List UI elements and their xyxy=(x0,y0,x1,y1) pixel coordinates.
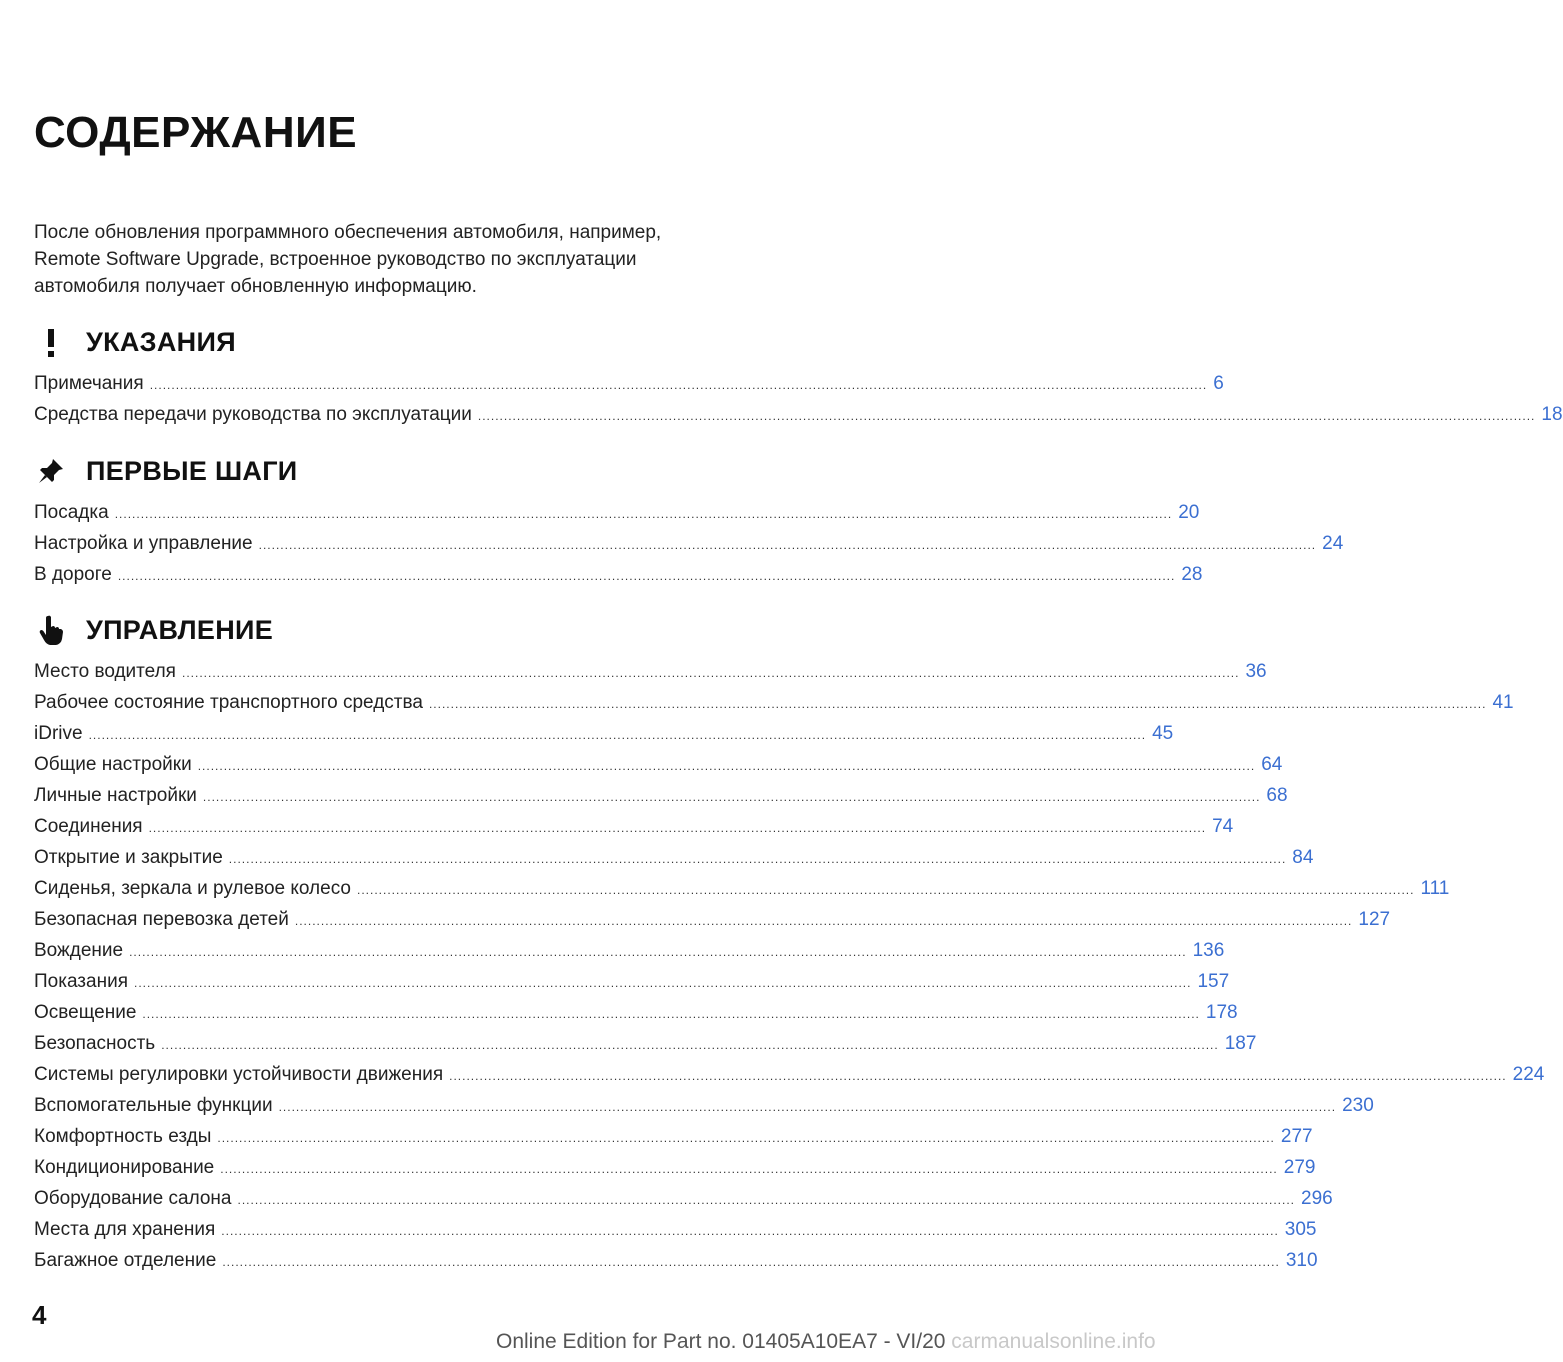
toc-entry[interactable] xyxy=(34,780,1288,811)
toc-entry-label: Комфортность езды xyxy=(34,1126,212,1147)
dot-leader xyxy=(149,813,1207,844)
toc-page-link[interactable]: 18 xyxy=(1541,404,1563,425)
toc-entry-label: Средства передачи руководства по эксплуатации xyxy=(34,404,472,425)
page-title: СОДЕРЖАНИЕ xyxy=(34,108,358,157)
dot-leader xyxy=(118,561,1176,592)
toc-entry-label: Открытие и закрытие xyxy=(34,847,223,868)
dot-leader xyxy=(198,751,1256,782)
exclamation-icon xyxy=(34,325,68,359)
toc-page-link[interactable]: 74 xyxy=(1212,816,1234,837)
toc-entry[interactable] xyxy=(34,1028,1257,1059)
toc-page-link[interactable]: 224 xyxy=(1512,1064,1545,1085)
toc-page-link[interactable]: 64 xyxy=(1261,754,1283,775)
toc-entry[interactable] xyxy=(34,935,1225,966)
toc-page-link[interactable]: 36 xyxy=(1245,661,1267,682)
toc-page-link[interactable]: 178 xyxy=(1205,1002,1238,1023)
section-notes xyxy=(34,318,1563,430)
section-title: УКАЗАНИЯ xyxy=(86,326,236,357)
toc-entry-label: Рабочее состояние транспортного средства xyxy=(34,692,423,713)
toc-entry[interactable] xyxy=(34,1214,1317,1245)
dot-leader xyxy=(89,720,1147,751)
toc-entry[interactable] xyxy=(34,749,1283,780)
toc-entry[interactable] xyxy=(34,368,1224,399)
toc-entry-label: В дороге xyxy=(34,564,112,585)
toc-page-link[interactable]: 127 xyxy=(1358,909,1391,930)
toc-entry-label: Соединения xyxy=(34,816,143,837)
toc-entry[interactable] xyxy=(34,1183,1333,1214)
dot-leader xyxy=(229,844,1287,875)
section-controls xyxy=(34,606,1545,1276)
dot-leader xyxy=(142,999,1200,1030)
toc-entry-label: Кондиционирование xyxy=(34,1157,215,1178)
dot-leader xyxy=(217,1123,1275,1154)
toc-page-link[interactable]: 136 xyxy=(1192,940,1225,961)
toc-entry-label: Посадка xyxy=(34,502,109,523)
dot-leader xyxy=(295,906,1353,937)
dot-leader xyxy=(238,1185,1296,1216)
section-title: ПЕРВЫЕ ШАГИ xyxy=(86,455,298,486)
dot-leader xyxy=(449,1061,1507,1092)
toc-page-link[interactable]: 20 xyxy=(1178,502,1200,523)
watermark: carmanualsonline.info xyxy=(951,1330,1156,1353)
toc-page-link[interactable]: 157 xyxy=(1197,971,1230,992)
toc-list xyxy=(34,656,1545,1276)
toc-page-link[interactable]: 41 xyxy=(1492,692,1514,713)
dot-leader xyxy=(222,1247,1280,1278)
dot-leader xyxy=(182,658,1240,689)
intro-paragraph: После обновления программного обеспечения автомобиля, например, Remote Software Upgrade, встроенное руководство по эксплуатации автомобиля получает обновленную информацию. xyxy=(34,222,662,297)
toc-entry[interactable] xyxy=(34,1090,1374,1121)
toc-entry[interactable] xyxy=(34,656,1267,687)
toc-entry-label: Безопасная перевозка детей xyxy=(34,909,289,930)
section-header xyxy=(34,318,688,366)
dot-leader xyxy=(429,689,1487,720)
pointing-hand-icon xyxy=(34,613,68,647)
toc-page-link[interactable]: 28 xyxy=(1181,564,1203,585)
toc-entry-label: Оборудование салона xyxy=(34,1188,232,1209)
toc-entry[interactable] xyxy=(34,399,1563,430)
toc-entry-label: Безопасность xyxy=(34,1033,156,1054)
dot-leader xyxy=(478,401,1536,432)
dot-leader xyxy=(203,782,1261,813)
toc-entry-label: Показания xyxy=(34,971,128,992)
toc-list xyxy=(34,368,1563,430)
pin-icon xyxy=(34,454,68,488)
toc-page-link[interactable]: 187 xyxy=(1224,1033,1257,1054)
toc-page-link[interactable]: 296 xyxy=(1301,1188,1333,1209)
toc-entry[interactable] xyxy=(34,904,1391,935)
toc-entry-label: Места для хранения xyxy=(34,1219,216,1240)
toc-entry-label: Вождение xyxy=(34,940,124,961)
dot-leader xyxy=(279,1092,1337,1123)
dot-leader xyxy=(129,937,1187,968)
toc-page-link[interactable]: 230 xyxy=(1342,1095,1374,1116)
toc-entry[interactable] xyxy=(34,497,1200,528)
toc-entry[interactable] xyxy=(34,1059,1545,1090)
dot-leader xyxy=(259,530,1317,561)
toc-entry-label: Общие настройки xyxy=(34,754,192,775)
toc-page-link[interactable]: 305 xyxy=(1284,1219,1317,1240)
toc-entry[interactable] xyxy=(34,873,1450,904)
toc-entry-label: Системы регулировки устойчивости движения xyxy=(34,1064,444,1085)
toc-entry-label: Сиденья, зеркала и рулевое колесо xyxy=(34,878,351,899)
edition-note: Online Edition for Part no. 01405A10EA7 - VI/20 xyxy=(496,1330,946,1353)
toc-page-link[interactable]: 68 xyxy=(1266,785,1288,806)
dot-leader xyxy=(220,1154,1278,1185)
toc-page-link[interactable]: 84 xyxy=(1292,847,1314,868)
toc-entry-label: Багажное отделение xyxy=(34,1250,217,1271)
toc-entry[interactable] xyxy=(34,528,1344,559)
dot-leader xyxy=(134,968,1192,999)
toc-entry-label: iDrive xyxy=(34,723,83,744)
toc-page-link[interactable]: 310 xyxy=(1285,1250,1318,1271)
toc-entry-label: Примечания xyxy=(34,373,144,394)
toc-entry-label: Место водителя xyxy=(34,661,176,682)
section-title: УПРАВЛЕНИЕ xyxy=(86,614,274,645)
section-header xyxy=(34,447,688,495)
toc-page-link[interactable]: 6 xyxy=(1213,373,1224,394)
page-number: 4 xyxy=(32,1300,47,1330)
dot-leader xyxy=(115,499,1173,530)
toc-entry-label: Настройка и управление xyxy=(34,533,253,554)
dot-leader xyxy=(357,875,1415,906)
footer xyxy=(496,1330,1156,1354)
toc-page-link[interactable]: 279 xyxy=(1283,1157,1316,1178)
toc-entry[interactable] xyxy=(34,718,1174,749)
toc-entry[interactable] xyxy=(34,997,1238,1028)
toc-entry[interactable] xyxy=(34,1152,1316,1183)
toc-entry[interactable] xyxy=(34,687,1514,718)
toc-entry[interactable] xyxy=(34,842,1314,873)
toc-page-link[interactable]: 24 xyxy=(1322,533,1344,554)
toc-list xyxy=(34,497,1344,590)
toc-entry-label: Освещение xyxy=(34,1002,137,1023)
section-first-steps xyxy=(34,447,1344,590)
section-header xyxy=(34,606,688,654)
dot-leader xyxy=(150,370,1208,401)
toc-entry-label: Вспомогательные функции xyxy=(34,1095,273,1116)
toc-page-link[interactable]: 45 xyxy=(1152,723,1174,744)
toc-entry[interactable] xyxy=(34,1245,1318,1276)
toc-page-link[interactable]: 277 xyxy=(1280,1126,1313,1147)
toc-entry[interactable] xyxy=(34,559,1203,590)
toc-entry[interactable] xyxy=(34,1121,1313,1152)
toc-entry[interactable] xyxy=(34,966,1230,997)
toc-entry[interactable] xyxy=(34,811,1234,842)
toc-page-link[interactable]: 111 xyxy=(1420,878,1450,899)
toc-entry-label: Личные настройки xyxy=(34,785,197,806)
dot-leader xyxy=(221,1216,1279,1247)
dot-leader xyxy=(161,1030,1219,1061)
